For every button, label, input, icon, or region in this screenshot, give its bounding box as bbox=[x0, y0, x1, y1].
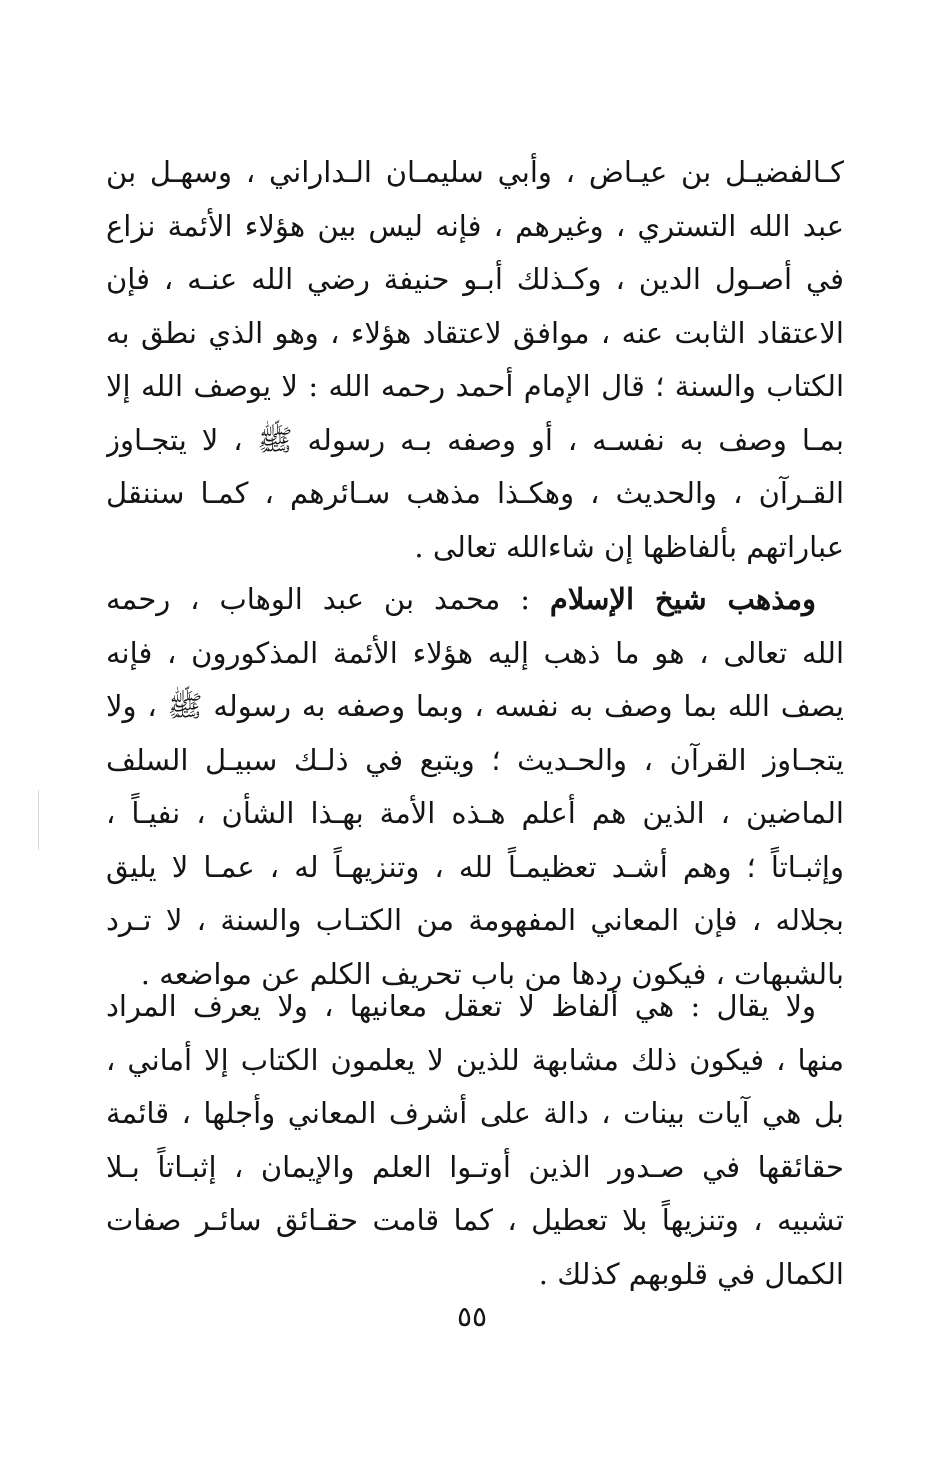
text-line-with-heading bbox=[106, 573, 844, 627]
text-line: في أصـول الدين ، وكـذلك أبـو حنيفة رضي الله عنـه ، فإن bbox=[106, 262, 844, 296]
text-line: الله تعالى ، هو ما ذهب إليه هؤلاء الأئمة المذكورون ، فإنه bbox=[106, 635, 844, 670]
paragraph-2 bbox=[106, 573, 844, 1001]
first-line-rest: : محمد بن عبد الوهاب ، رحمه bbox=[106, 582, 550, 616]
text-line: بالشبهات ، فيكون ردها من باب تحريف الكلم عن مواضعه . bbox=[140, 956, 844, 991]
paragraph-3 bbox=[106, 980, 844, 1301]
text-line: تشبيه ، وتنزيهاً بلا تعطيل ، كما قامت حقـائق سائـر صفات bbox=[106, 1203, 844, 1237]
text-line: الكتاب والسنة ؛ قال الإمام أحمد رحمه الله : لا يوصف الله إلا bbox=[106, 369, 844, 403]
text-line: بل هي آيات بينات ، دالة على أشرف المعاني وأجلها ، قائمة bbox=[106, 1096, 844, 1130]
text-line: الاعتقاد الثابت عنه ، موافق لاعتقاد هؤلاء ، وهو الذي نطق به bbox=[106, 315, 844, 350]
text-line bbox=[106, 980, 844, 1034]
text-line: يصف الله بما وصف به نفسه ، وبما وصفه به رسوله ﷺ ، ولا bbox=[106, 689, 844, 723]
scan-margin-mark bbox=[38, 790, 39, 850]
text-line: عبد الله التستري ، وغيرهم ، فإنه ليس بين هؤلاء الأئمة نزاع bbox=[106, 208, 844, 243]
text-line: عباراتهم بألفاظها إن شاءالله تعالى . bbox=[414, 529, 844, 564]
text-line: حقائقها في صـدور الذين أوتـوا العلم والإيمان ، إثبـاتاً بـلا bbox=[106, 1149, 844, 1184]
text-line: بمـا وصف به نفسـه ، أو وصفه بـه رسوله ﷺ ، لا يتجـاوز bbox=[106, 422, 844, 457]
text-line: الماضين ، الذين هم أعلم هـذه الأمة بهـذا الشأن ، نفيـاً ، bbox=[106, 796, 844, 830]
text-line: منها ، فيكون ذلك مشابهة للذين لا يعلمون الكتاب إلا أماني ، bbox=[106, 1042, 844, 1077]
paragraph-1 bbox=[106, 146, 844, 574]
text-line: بجلاله ، فإن المعاني المفهومة من الكتـاب والسنة ، لا تـرد bbox=[106, 903, 844, 937]
text-line: وإثبـاتاً ؛ وهم أشـد تعظيمـاً لله ، وتنزيهـاً له ، عمـا لا يليق bbox=[106, 849, 844, 884]
text-line: القـرآن ، والحديث ، وهكـذا مذهب سـائرهم ، كمـا سننقل bbox=[106, 476, 844, 510]
page-number: ٥٥ bbox=[456, 1300, 488, 1333]
text-line: كـالفضيـل بن عيـاض ، وأبي سليمـان الـداراني ، وسهـل بن bbox=[106, 155, 844, 189]
text-line: يتجـاوز القرآن ، والحـديث ؛ ويتبع في ذلـك سبيـل السلف bbox=[106, 742, 844, 777]
bold-lead-phrase: ومذهب شيخ الإسلام bbox=[549, 582, 816, 616]
first-line-text: ولا يقال : هي ألفاظ لا تعقل معانيها ، ولا يعرف المراد bbox=[106, 989, 816, 1023]
text-line: الكمال في قلوبهم كذلك . bbox=[538, 1256, 844, 1291]
